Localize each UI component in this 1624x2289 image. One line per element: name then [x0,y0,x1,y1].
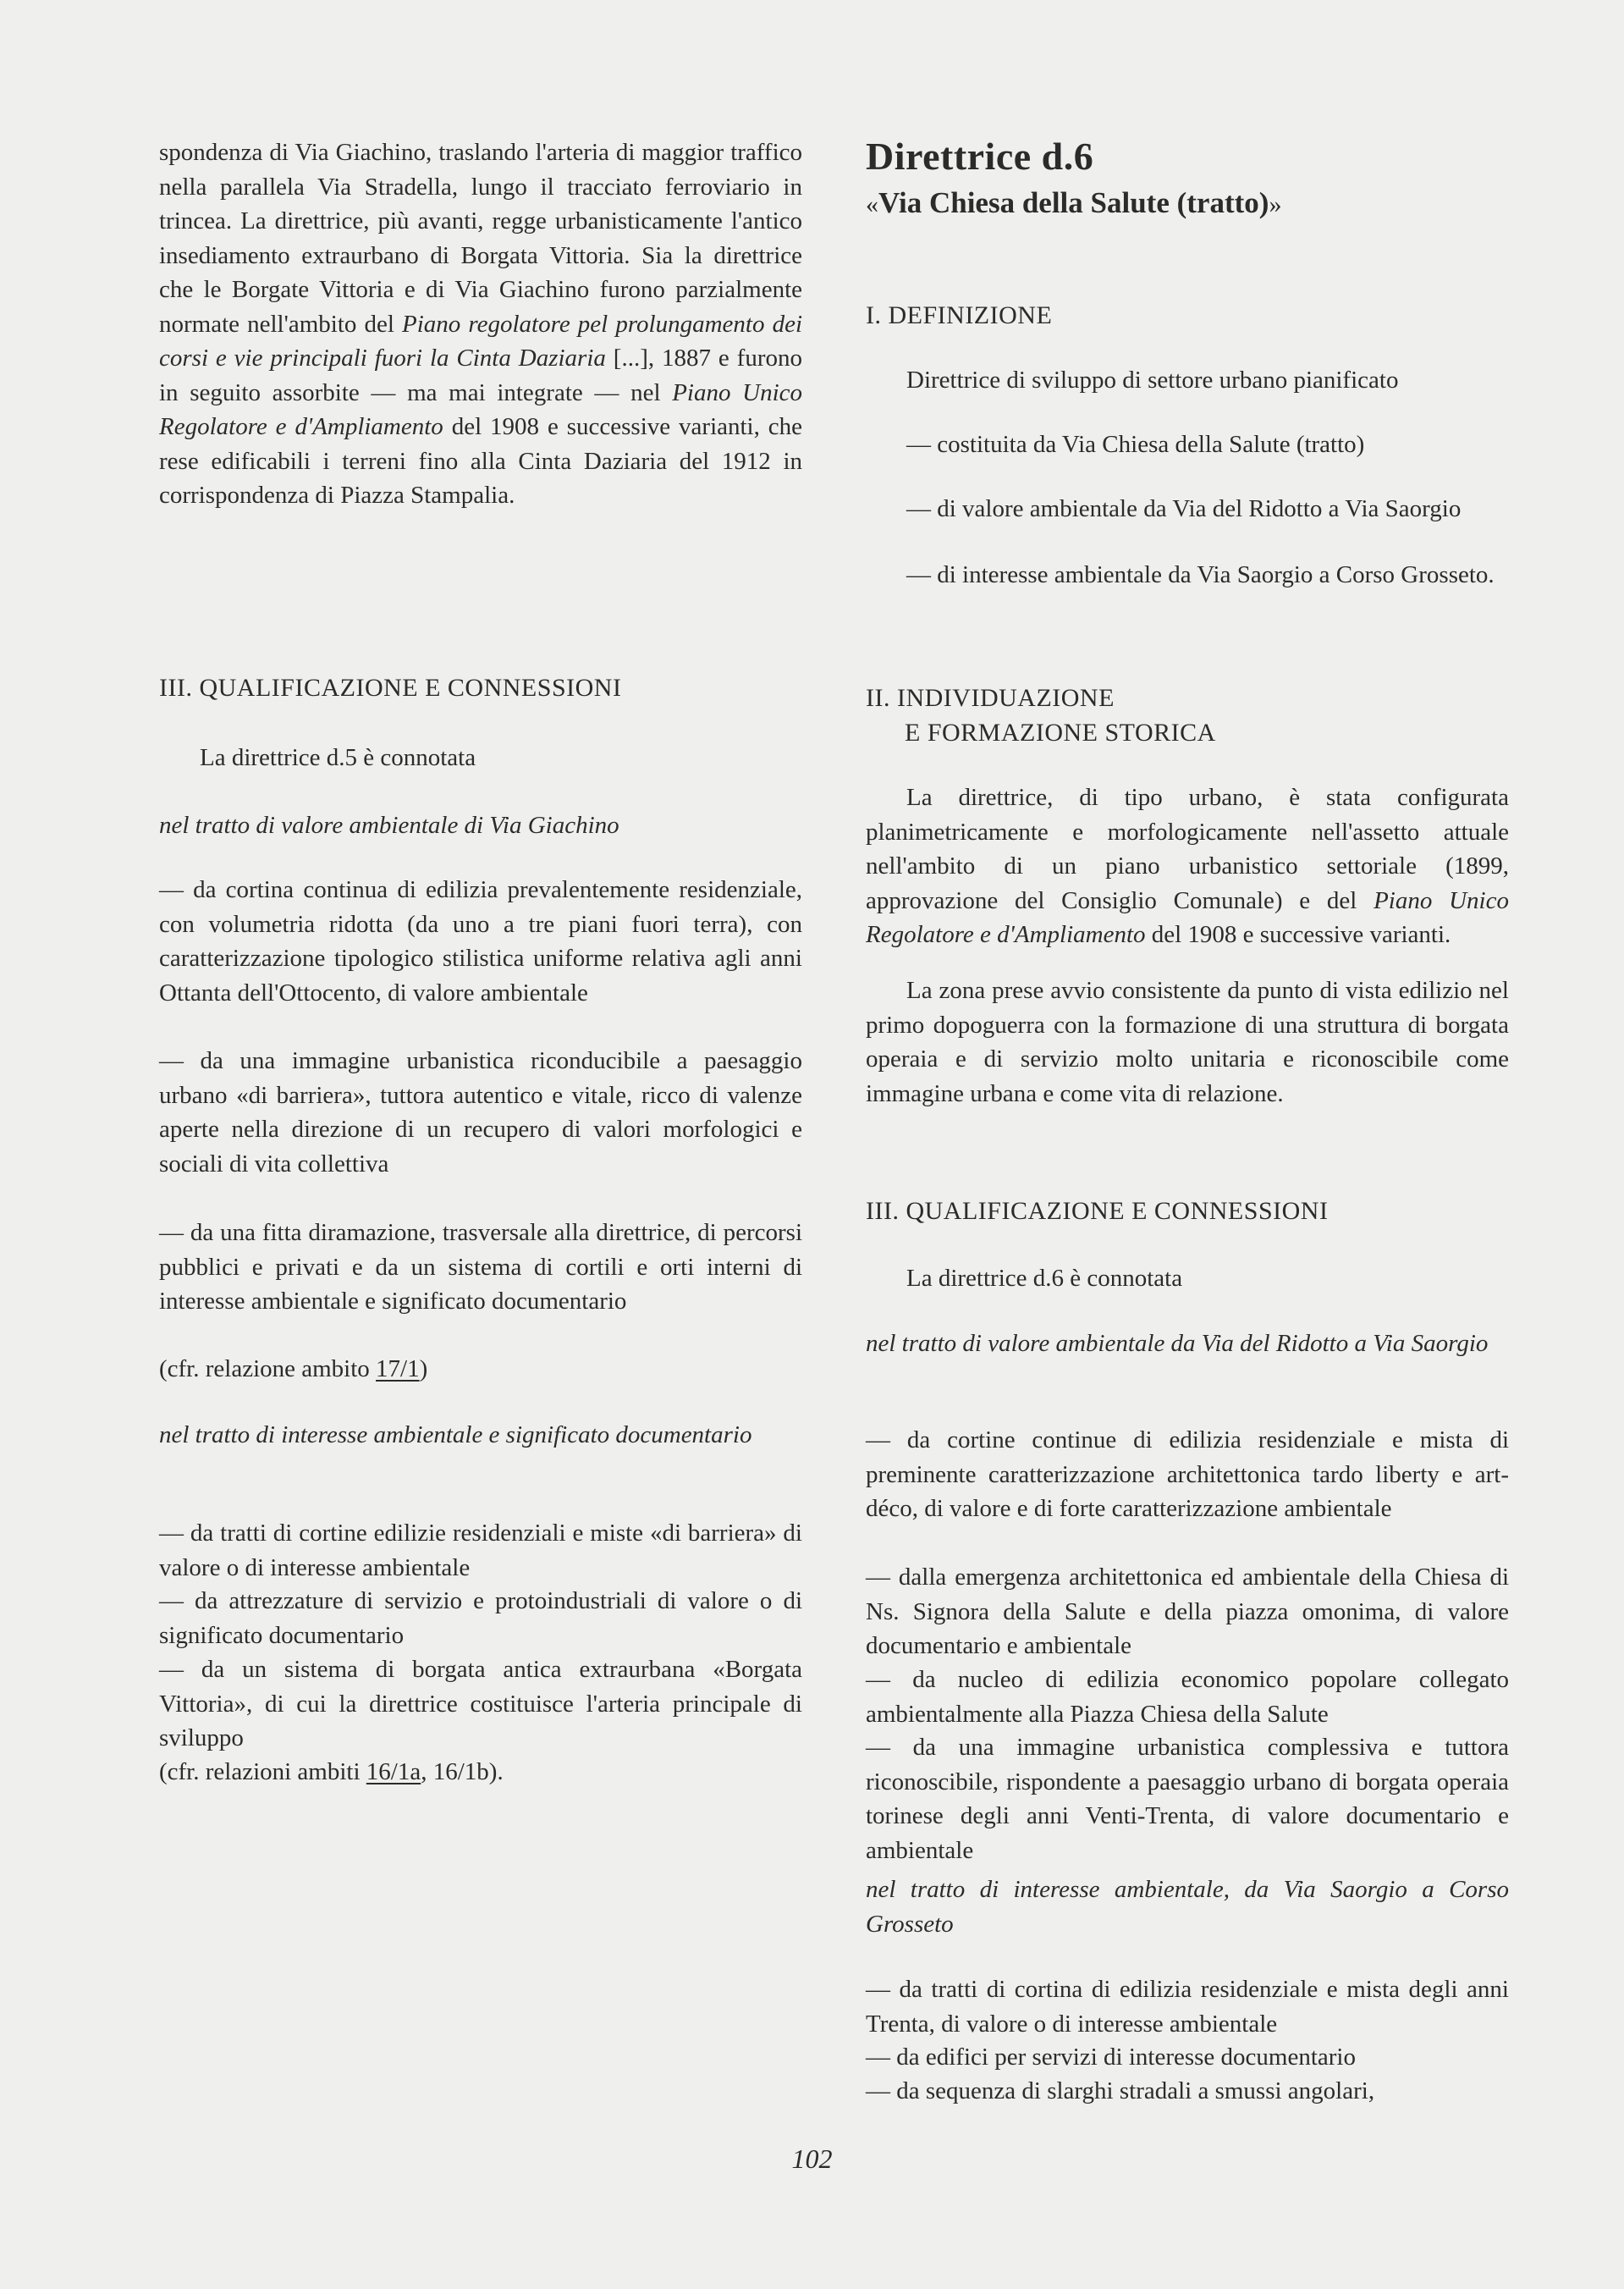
list-item: — da sequenza di slarghi stradali a smussi angolari, [866,2077,1375,2104]
list-item: — da una immagine urbanistica riconducibile a paesaggio urbano «di barriera», tuttora autentico e vitale, ricco di valenze aperte nella direzione di un recupero di valori morfologici e sociali di vita collettiva [159,1047,802,1178]
section-heading-qualificazione: III. QUALIFICAZIONE E CONNESSIONI [159,674,622,702]
tract-heading: nel tratto di valore ambientale da Via del Ridotto a Via Saorgio [866,1330,1489,1357]
list-item: — da cortina continua di edilizia prevalentemente residenziale, con volumetria ridotta (da uno a tre piani fuori terra), con caratterizzazione tipologico stilistica uniforme relativa agli anni Ottanta dell'Ottocento, di valore ambientale [159,876,802,1007]
text-run: (cfr. relazioni ambiti [159,1758,366,1785]
list-item: — da una immagine urbanistica complessiva e tuttora riconoscibile, rispondente a paesaggio urbano di borgata operaia torinese degli anni Venti-Trenta, di valore documentario e ambientale [866,1734,1509,1864]
quote-mark: « [866,190,878,218]
page-number: 102 [791,2143,833,2174]
text-run: del 1908 e successive varianti, che rese edificabili i terreni fino alla Cinta Daziaria del 1912 in corrispondenza di Piazza Stampalia. [159,413,803,509]
section-intro: La direttrice d.6 è connotata [906,1265,1183,1292]
reference-note [159,1352,802,1387]
page-title: Direttrice d.6 [866,135,1094,178]
text-run: , 16/1b). [421,1758,504,1785]
list-item: — da una fitta diramazione, trasversale alla direttrice, di percorsi pubblici e privati e da un sistema di cortili e orti interni di interesse ambientale e significato documentario [159,1219,802,1315]
text-run: (cfr. relazione ambito [159,1355,377,1382]
definition-line: — costituita da Via Chiesa della Salute (tratto) [906,431,1365,458]
tract-heading: nel tratto di interesse ambientale e significato documentario [159,1421,752,1448]
italic-title: Piano regolatore pel prolungamento dei corsi e vie principali fuori la Cinta Daziaria [159,310,803,372]
list-item: — da cortine continue di edilizia residenziale e mista di preminente caratterizzazione architettonica tardo liberty e art-déco, di valore e di forte caratterizzazione ambientale [866,1426,1509,1522]
list-item: — da edifici per servizi di interesse documentario [866,2044,1356,2071]
quote-mark: » [1269,190,1282,218]
section-heading-definizione: I. DEFINIZIONE [866,301,1053,329]
ambito-link[interactable]: 17/1 [376,1355,420,1382]
paragraph-dopoguerra: La zona prese avvio consistente da punto di vista edilizio nel primo dopoguerra con la formazione di una struttura di borgata operaia e di servizio molto unitaria e riconoscibile come immagine urbana e come vita di relazione. [866,977,1509,1107]
heading-line: E FORMAZIONE STORICA [905,718,1216,747]
text-run: La direttrice, di tipo urbano, è stata configurata planimetricamente e morfologicamente nell'assetto attuale nell'ambito di un piano urbanistico settoriale (1899, approvazione del Consiglio Comunale) e del [866,784,1509,914]
heading-line: II. INDIVIDUAZIONE [866,684,1115,712]
page-subtitle [866,186,1281,220]
text-run: ) [419,1355,428,1382]
italic-title: Piano Unico Regolatore e d'Ampliamento [866,886,1509,948]
subtitle-text: Via Chiesa della Salute (tratto) [878,186,1269,219]
text-run: [...], 1887 e furono in seguito assorbite — ma mai integrate — nel [159,345,802,406]
list-item: — da nucleo di edilizia economico popolare collegato ambientalmente alla Piazza Chiesa della Salute [866,1666,1509,1728]
definition-line: — di interesse ambientale da Via Saorgio a Corso Grosseto. [906,561,1495,588]
list-item: — da un sistema di borgata antica extraurbana «Borgata Vittoria», di cui la direttrice costituisce l'arteria principale di sviluppo [159,1656,802,1751]
text-run: del 1908 e successive varianti. [1145,921,1451,948]
section-heading-qualificazione: III. QUALIFICAZIONE E CONNESSIONI [866,1197,1329,1225]
list-item: — da attrezzature di servizio e protoindustriali di valore o di significato documentario [159,1587,802,1649]
paragraph-borgata-vittoria [159,135,802,513]
section-heading-individuazione [866,681,1509,750]
tract-heading: nel tratto di valore ambientale di Via Giachino [159,812,619,839]
paragraph-formazione [866,780,1509,952]
text-run: spondenza di Via Giachino, traslando l'arteria di maggior traffico nella parallela Via Stradella, lungo il tracciato ferroviario in trincea. La direttrice, più avanti, regge urbanisticamente l'antico insediamento extraurbano di Borgata Vittoria. Sia la direttrice che le Borgate Vittoria e di Via Giachino furono parzialmente normate nell'ambito del [159,139,802,338]
definition-line: Direttrice di sviluppo di settore urbano pianificato [906,367,1399,394]
list-item: — dalla emergenza architettonica ed ambientale della Chiesa di Ns. Signora della Salute e della piazza omonima, di valore documentario e ambientale [866,1564,1509,1659]
reference-note [159,1755,802,1790]
section-intro: La direttrice d.5 è connotata [200,744,476,771]
definition-line: — di valore ambientale da Via del Ridotto a Via Saorgio [906,495,1462,522]
italic-title: Piano Unico Regolatore e d'Ampliamento [159,378,802,440]
tract-heading: nel tratto di interesse ambientale, da Via Saorgio a Corso Grosseto [866,1876,1509,1938]
ambito-link[interactable]: 16/1a [366,1758,421,1785]
list-item: — da tratti di cortina di edilizia residenziale e mista degli anni Trenta, di valore o di interesse ambientale [866,1976,1509,2038]
list-item: — da tratti di cortine edilizie residenziali e miste «di barriera» di valore o di interesse ambientale [159,1520,802,1581]
